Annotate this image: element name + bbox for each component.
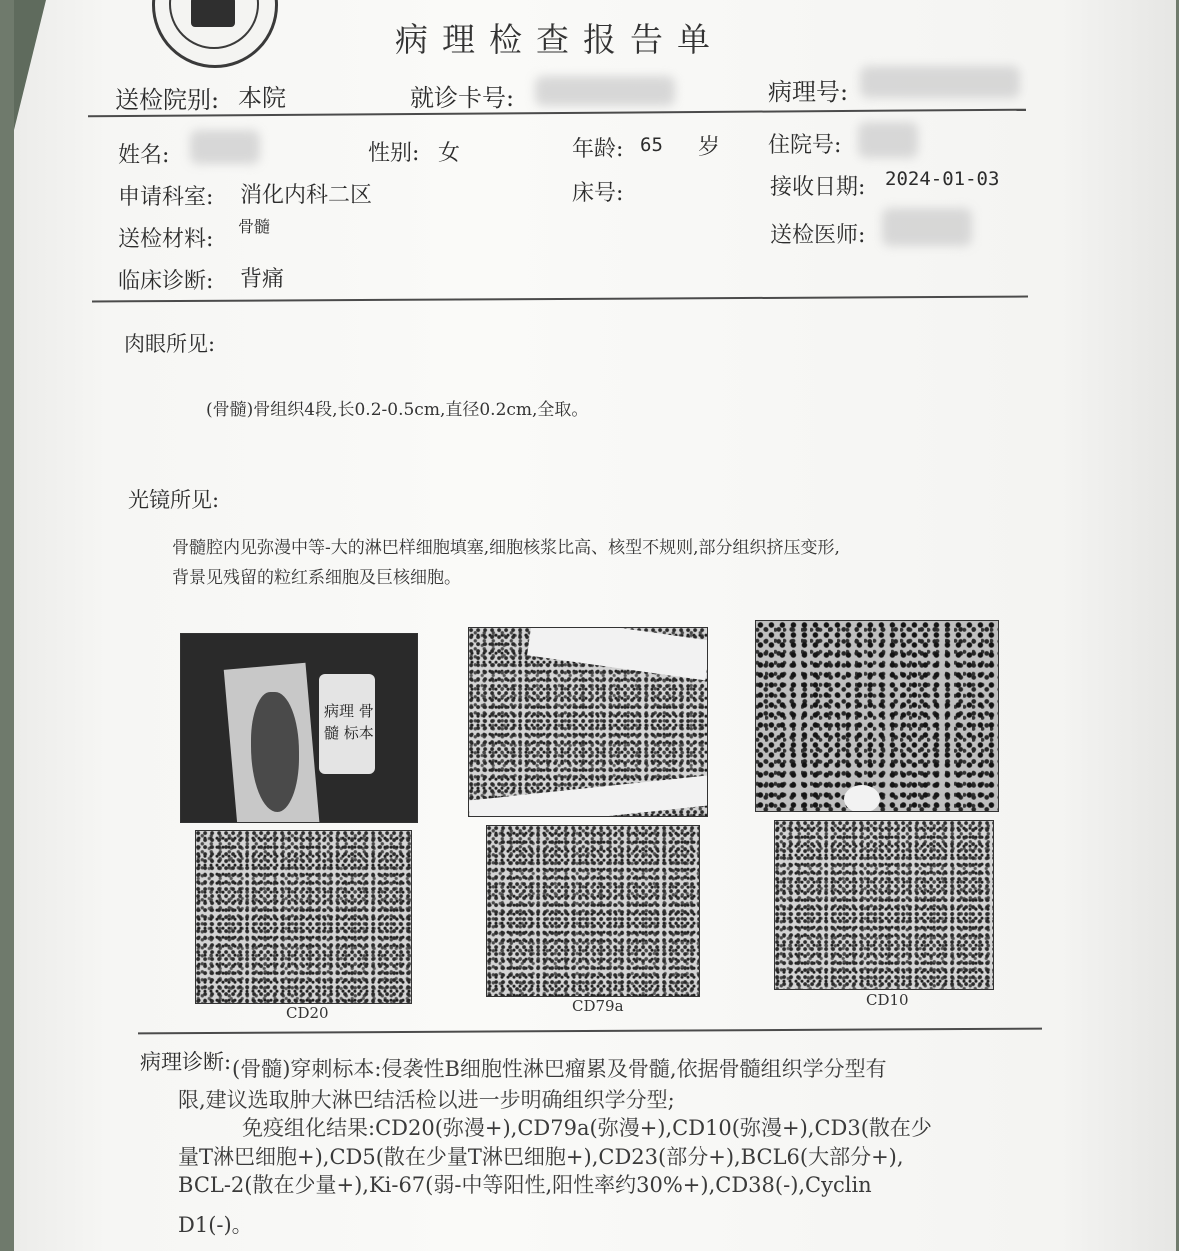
redacted-doctor-name (882, 208, 972, 246)
gross-specimen-photo (180, 633, 418, 823)
report-title: 病理检查报告单 (395, 20, 724, 59)
he-low-power-image (468, 627, 708, 817)
caption-cd10: CD10 (866, 991, 909, 1009)
age-value: 65 (640, 134, 663, 156)
hospital-label: 送检院别: (115, 86, 220, 114)
receive-date-value: 2024-01-03 (885, 168, 1000, 190)
he-clear-area (527, 627, 708, 680)
pathology-number-label: 病理号: (768, 78, 849, 106)
diagnosis-line-5: BCL-2(散在少量+),Ki-67(弱-中等阳性,阳性率约30%+),CD38(-),Cyclin (178, 1173, 872, 1197)
he-clear-area-bottom (468, 776, 708, 817)
gross-findings-text: (骨髓)骨组织4段,长0.2-0.5cm,直径0.2cm,全取。 (206, 400, 589, 420)
bed-label: 床号: (572, 181, 624, 206)
redacted-inpatient-number (858, 122, 918, 158)
redacted-card-number (535, 76, 675, 106)
material-label: 送检材料: (118, 227, 214, 252)
age-label: 年龄: (572, 137, 624, 162)
pathology-diagnosis-heading: 病理诊断: (140, 1050, 232, 1074)
caption-cd79a: CD79a (572, 997, 624, 1015)
gross-findings-heading: 肉眼所见: (124, 332, 216, 356)
redacted-pathology-number (860, 66, 1020, 98)
sex-value: 女 (438, 141, 461, 166)
sex-label: 性别: (368, 141, 420, 166)
redacted-name (190, 130, 260, 164)
microscopic-findings-line-2: 背景见残留的粒红系细胞及巨核细胞。 (172, 568, 461, 588)
clinical-diagnosis-value: 背痛 (240, 267, 285, 292)
he-high-power-image (755, 620, 999, 812)
ihc-cd79a-image (486, 825, 700, 997)
caption-cd20: CD20 (286, 1004, 329, 1022)
name-label: 姓名: (118, 143, 170, 168)
dept-label: 申请科室: (118, 185, 214, 210)
doctor-label: 送检医师: (770, 223, 866, 248)
hospital-value: 本院 (238, 84, 286, 112)
material-value: 骨髓 (238, 217, 271, 236)
paper-fold-shadow (14, 0, 46, 130)
inpatient-label: 住院号: (768, 133, 842, 158)
age-unit: 岁 (698, 135, 721, 160)
diagnosis-line-1: (骨髓)穿刺标本:侵袭性B细胞性淋巴瘤累及骨髓,依据骨髓组织学分型有 (232, 1057, 887, 1081)
clinical-diagnosis-label: 临床诊断: (118, 269, 214, 294)
seal-emblem (191, 0, 235, 27)
dept-value: 消化内科二区 (240, 183, 373, 208)
receive-date-label: 接收日期: (770, 175, 866, 200)
microscopic-findings-heading: 光镜所见: (128, 488, 220, 512)
specimen-jar-label: 病理 骨髓 标本 (324, 702, 374, 742)
card-number-label: 就诊卡号: (410, 84, 515, 112)
diagnosis-line-3: 免疫组化结果:CD20(弥漫+),CD79a(弥漫+),CD10(弥漫+),CD3(散在少 (242, 1116, 932, 1140)
microscopic-findings-line-1: 骨髓腔内见弥漫中等-大的淋巴样细胞填塞,细胞核浆比高、核型不规则,部分组织挤压变形, (172, 538, 840, 558)
ihc-cd20-image (195, 830, 412, 1004)
diagnosis-line-2: 限,建议选取肿大淋巴结活检以进一步明确组织学分型; (178, 1088, 675, 1112)
he-fat-vacuole (844, 785, 880, 812)
diagnosis-line-4: 量T淋巴细胞+),CD5(散在少量T淋巴细胞+),CD23(部分+),BCL6(大部分+), (178, 1145, 904, 1169)
ihc-cd10-image (774, 820, 994, 990)
diagnosis-line-6: D1(-)。 (178, 1213, 253, 1237)
